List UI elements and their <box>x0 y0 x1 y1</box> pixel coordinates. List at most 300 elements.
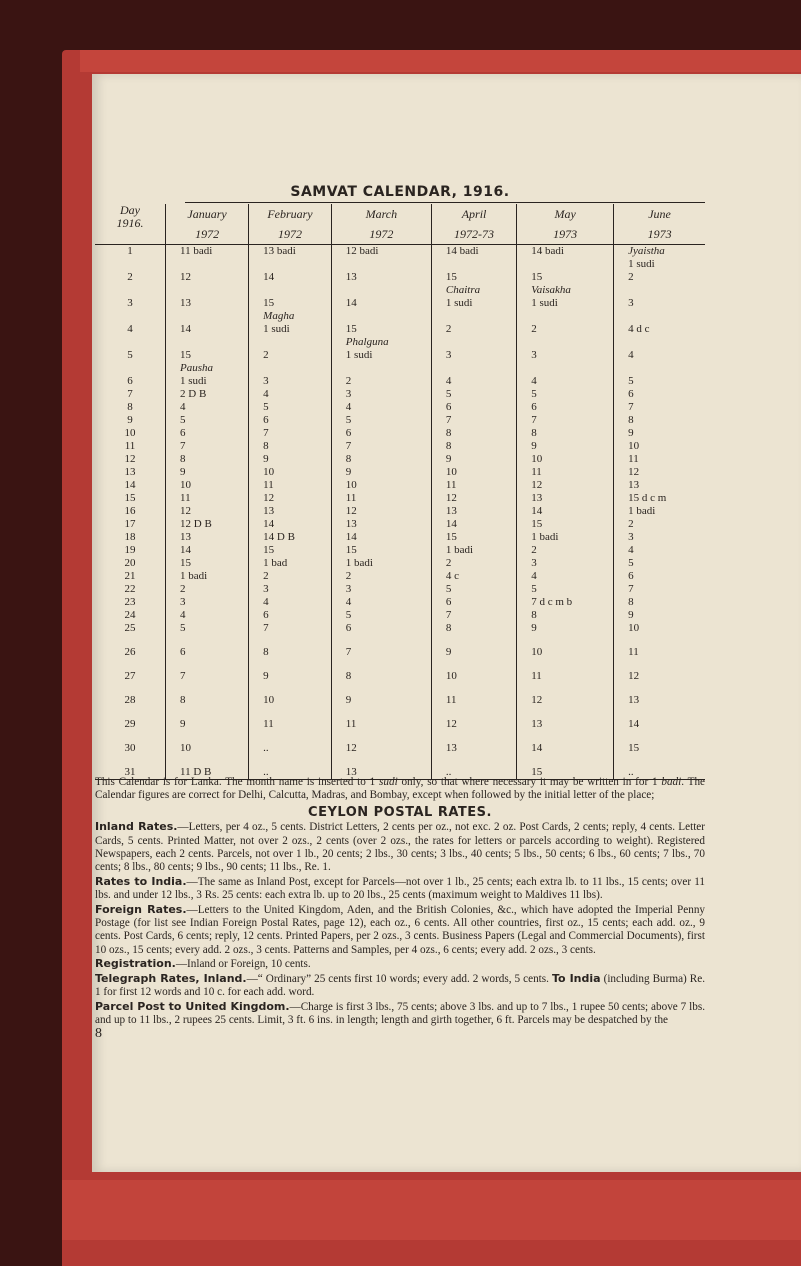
calendar-row <box>95 596 705 609</box>
cell-value: 9 <box>531 440 537 452</box>
calendar-cell <box>166 505 249 518</box>
calendar-cell <box>614 375 705 388</box>
calendar-cell <box>431 531 516 544</box>
calendar-cell <box>431 297 516 323</box>
cell-value: 10 <box>445 466 457 478</box>
calendar-cell <box>331 323 431 349</box>
calendar-cell <box>614 518 705 531</box>
calendar-cell <box>614 323 705 349</box>
cell-value: 1 badi <box>531 531 559 543</box>
calendar-cell <box>431 505 516 518</box>
calendar-cell <box>517 414 614 427</box>
month-name: March <box>365 207 398 221</box>
cell-value: 6 <box>628 388 634 400</box>
day-number: 5 <box>95 349 166 375</box>
calendar-cell <box>166 518 249 531</box>
inland-rates <box>95 820 705 875</box>
day-number: 9 <box>95 414 166 427</box>
calendar-cell <box>431 596 516 609</box>
cell-value: 14 badi <box>531 245 564 257</box>
calendar-cell <box>166 349 249 375</box>
calendar-row <box>95 583 705 596</box>
cell-value: 8 <box>445 440 452 452</box>
month-label: Chaitra <box>445 284 481 296</box>
cell-value: 10 <box>345 479 357 491</box>
cell-value: 15 <box>180 349 191 361</box>
cell-value: 8 <box>345 670 352 682</box>
cell-value: 2 <box>628 271 634 283</box>
day-number: 6 <box>95 375 166 388</box>
telegraph-india-label: To India <box>551 971 601 985</box>
cell-value: 12 <box>180 271 191 283</box>
calendar-cell <box>614 557 705 570</box>
calendar-cell <box>249 479 332 492</box>
cell-value: 2 <box>345 375 352 387</box>
cell-value: 7 <box>345 646 352 658</box>
cell-value: 13 <box>345 518 357 530</box>
calendar-row <box>95 375 705 388</box>
calendar-cell <box>331 583 431 596</box>
cell-value: 9 <box>345 466 352 478</box>
calendar-cell <box>517 388 614 401</box>
calendar-cell <box>166 245 249 272</box>
inland-rates-label: Inland Rates. <box>95 820 178 834</box>
cell-value: 13 <box>628 694 640 706</box>
cell-value: 10 <box>531 453 543 465</box>
month-label: Pausha <box>180 362 213 374</box>
cell-value: 1 sudi <box>263 323 290 335</box>
calendar-cell <box>614 670 705 694</box>
calendar-cell <box>249 297 332 323</box>
title-rule <box>185 202 705 203</box>
cell-value: 14 <box>445 518 457 530</box>
cell-value: 4 <box>628 544 634 556</box>
cell-value: 3 <box>628 531 634 543</box>
calendar-cell <box>331 670 431 694</box>
cell-value: 9 <box>628 427 634 439</box>
day-number: 25 <box>95 622 166 646</box>
calendar-cell <box>431 694 516 718</box>
cell-value: 12 <box>445 718 457 730</box>
cell-value: 11 badi <box>180 245 213 257</box>
calendar-cell <box>331 518 431 531</box>
calendar-cell <box>517 742 614 766</box>
calendar-cell <box>331 570 431 583</box>
foreign-rates-label: Foreign Rates. <box>95 902 187 916</box>
calendar-cell <box>249 694 332 718</box>
calendar-cell <box>614 583 705 596</box>
cell-value: 12 badi <box>345 245 379 257</box>
cell-value: 5 <box>445 388 452 400</box>
calendar-cell <box>431 466 516 479</box>
calendar-cell <box>331 466 431 479</box>
day-number: 20 <box>95 557 166 570</box>
telegraph-rates <box>95 972 705 1000</box>
cell-value: 14 badi <box>445 245 479 257</box>
cell-value: 3 <box>531 349 537 361</box>
calendar-row <box>95 718 705 742</box>
inland-rates-text: —Letters, per 4 oz., 5 cents. District Letters, 2 cents per oz., not exc. 2 oz. Post Cards, 2 cents; reply, 4 cents. Letter Cards, 5 cents. Printed Matter, not over 2 ozs., 2 cents (over 2 ozs., the rates for letters or parcels according to weight). Registered Newspapers, each 2 cents. Parcels, not over 1 lb., 20 cents; 2 lbs., 30 cents; 3 lbs., 40 cents; 5 lbs., 50 cents; 6 lbs., 60 cents; 7 lbs., 70 cents; 8 lbs., 80 cents; 9 lbs., 90 cents; 11 lbs., Re. 1. <box>95 821 705 874</box>
cell-value: 15 d c m <box>628 492 667 504</box>
cell-value: 3 <box>180 596 186 608</box>
cell-value: 8 <box>345 453 352 465</box>
calendar-cell <box>517 609 614 622</box>
cell-value: 11 <box>180 492 191 504</box>
calendar-cell <box>249 531 332 544</box>
day-number: 3 <box>95 297 166 323</box>
cell-value: 11 D B <box>180 766 212 778</box>
month-year: 1972 <box>277 227 302 241</box>
calendar-cell <box>614 718 705 742</box>
cell-value: 14 <box>345 297 357 309</box>
foreign-rates <box>95 903 705 958</box>
calendar-cell <box>517 401 614 414</box>
calendar-cell <box>249 670 332 694</box>
cell-value: 3 <box>345 388 352 400</box>
cell-value: 15 <box>345 544 357 556</box>
cell-value: 15 <box>531 518 543 530</box>
calendar-cell <box>431 718 516 742</box>
month-header <box>249 204 332 245</box>
calendar-cell <box>517 557 614 570</box>
calendar-cell <box>249 596 332 609</box>
cell-value: 10 <box>445 670 457 682</box>
calendar-cell <box>517 622 614 646</box>
day-number: 2 <box>95 271 166 297</box>
cell-value: 3 <box>628 297 634 309</box>
calendar-cell <box>614 492 705 505</box>
cell-value: 14 <box>180 544 191 556</box>
cell-value: 13 <box>445 505 457 517</box>
calendar-cell <box>166 583 249 596</box>
calendar-cell <box>431 271 516 297</box>
calendar-cell <box>431 518 516 531</box>
cell-value: 7 <box>445 609 452 621</box>
calendar-cell <box>431 440 516 453</box>
day-number: 4 <box>95 323 166 349</box>
cell-value: 13 <box>345 766 357 778</box>
month-header <box>166 204 249 245</box>
month-year: 1972-73 <box>454 227 495 241</box>
calendar-cell <box>249 453 332 466</box>
month-header <box>517 204 614 245</box>
cell-value: 2 <box>263 570 269 582</box>
cell-value: 11 <box>628 646 639 658</box>
calendar-cell <box>166 557 249 570</box>
calendar-cell <box>166 427 249 440</box>
calendar-cell <box>517 466 614 479</box>
cell-value: 11 <box>445 694 457 706</box>
calendar-cell <box>517 492 614 505</box>
cell-value: 12 <box>531 694 543 706</box>
cell-value: 12 <box>628 466 640 478</box>
cell-value: 10 <box>263 694 275 706</box>
cell-value: 7 d c m b <box>531 596 573 608</box>
day-number: 29 <box>95 718 166 742</box>
cell-value: 1 badi <box>445 544 474 556</box>
day-number: 12 <box>95 453 166 466</box>
calendar-cell <box>249 323 332 349</box>
calendar-cell <box>331 479 431 492</box>
cell-value: 10 <box>263 466 275 478</box>
calendar-cell <box>517 479 614 492</box>
calendar-cell <box>166 646 249 670</box>
cell-value: 1 badi <box>180 570 208 582</box>
calendar-cell <box>249 544 332 557</box>
calendar-row <box>95 414 705 427</box>
day-number: 1 <box>95 245 166 272</box>
calendar-cell <box>166 414 249 427</box>
cell-value: 6 <box>445 401 452 413</box>
calendar-cell <box>249 388 332 401</box>
calendar-row <box>95 531 705 544</box>
note-sudi: sudi <box>379 776 398 788</box>
calendar-cell <box>166 375 249 388</box>
cell-value: 4 <box>345 596 352 608</box>
calendar-cell <box>166 742 249 766</box>
calendar-cell <box>431 570 516 583</box>
india-rates-text: —The same as Inland Post, except for Parcels—not over 1 lb., 25 cents; each extra lb. to 11 lbs., 15 cents; over 11 lbs. and under 12 lbs., 3 Rs. 25 cents: each extra lb. up to 20 lbs., 25 cents (maximum weight to Maldives 11 lbs). <box>95 875 705 902</box>
calendar-cell <box>614 622 705 646</box>
cell-value: 5 <box>531 583 537 595</box>
cell-value: 1 badi <box>345 557 373 569</box>
calendar-row <box>95 245 705 272</box>
calendar-cell <box>431 646 516 670</box>
cell-value: 8 <box>531 427 537 439</box>
india-rates <box>95 875 705 903</box>
cell-value: 8 <box>628 596 634 608</box>
cell-value: 9 <box>180 466 186 478</box>
calendar-row <box>95 670 705 694</box>
day-number: 11 <box>95 440 166 453</box>
calendar-cell <box>249 401 332 414</box>
calendar-cell <box>249 427 332 440</box>
cell-value: 2 <box>180 583 186 595</box>
cell-value: 6 <box>345 622 352 634</box>
cell-value: 14 <box>628 718 640 730</box>
parcel-post <box>95 1000 705 1028</box>
cell-value: 12 <box>345 742 357 754</box>
calendar-cell <box>431 427 516 440</box>
calendar-cell <box>166 544 249 557</box>
month-header <box>614 204 705 245</box>
month-name: April <box>461 207 487 221</box>
calendar-cell <box>614 388 705 401</box>
cell-value: .. <box>263 766 269 778</box>
cell-value: 1 sudi <box>531 297 558 309</box>
calendar-cell <box>331 718 431 742</box>
cell-value: 4 <box>263 596 269 608</box>
cell-value: 7 <box>263 622 269 634</box>
calendar-cell <box>614 297 705 323</box>
day-number: 18 <box>95 531 166 544</box>
calendar-cell <box>249 570 332 583</box>
month-label: Magha <box>263 310 295 322</box>
cell-value: 8 <box>180 453 186 465</box>
calendar-cell <box>614 531 705 544</box>
page-number: 8 <box>95 1026 102 1042</box>
calendar-cell <box>614 742 705 766</box>
calendar-cell <box>517 718 614 742</box>
cell-value: 9 <box>263 670 269 682</box>
calendar-cell <box>431 414 516 427</box>
calendar-cell <box>614 505 705 518</box>
calendar-cell <box>249 583 332 596</box>
cell-value: 5 <box>180 414 186 426</box>
cell-value: 4 <box>180 401 186 413</box>
cell-value: 13 <box>180 531 191 543</box>
cell-value: 4 d c <box>628 323 650 335</box>
month-name: June <box>648 207 671 221</box>
calendar-cell <box>517 440 614 453</box>
calendar-cell <box>431 492 516 505</box>
month-label: Jyaistha <box>628 245 665 257</box>
cell-value: 2 <box>445 323 452 335</box>
calendar-cell <box>517 245 614 272</box>
calendar-cell <box>517 297 614 323</box>
cell-value: 4 <box>263 388 269 400</box>
cell-value: 9 <box>445 453 452 465</box>
cell-value: 15 <box>531 766 543 778</box>
cell-value: 6 <box>263 414 269 426</box>
cell-value: 12 <box>180 505 191 517</box>
calendar-row <box>95 609 705 622</box>
month-year: 1973 <box>553 227 578 241</box>
calendar-cell <box>331 646 431 670</box>
calendar-cell <box>431 609 516 622</box>
cell-value: 6 <box>180 427 186 439</box>
registration-text: —Inland or Foreign, 10 cents. <box>175 958 311 971</box>
day-header-year: 1916. <box>116 216 144 230</box>
note-text: only, so that where necessary it may be written in for 1 <box>397 776 662 788</box>
telegraph-text: —“ Ordinary” 25 cents first 10 words; every add. 2 words, 5 cents. <box>246 972 552 985</box>
cell-value: 3 <box>263 583 269 595</box>
day-number: 28 <box>95 694 166 718</box>
cell-value: 2 D B <box>180 388 207 400</box>
calendar-cell <box>331 349 431 375</box>
cell-value: 3 <box>345 583 352 595</box>
calendar-cell <box>166 466 249 479</box>
day-number: 7 <box>95 388 166 401</box>
calendar-cell <box>431 583 516 596</box>
cell-value: 1 bad <box>263 557 288 569</box>
calendar-cell <box>249 609 332 622</box>
cell-value: 8 <box>628 414 634 426</box>
cell-value: 12 <box>263 492 275 504</box>
calendar-cell <box>249 440 332 453</box>
day-number: 30 <box>95 742 166 766</box>
day-number: 15 <box>95 492 166 505</box>
cell-value: 7 <box>445 414 452 426</box>
calendar-cell <box>614 609 705 622</box>
month-header <box>431 204 516 245</box>
cell-value: 7 <box>628 401 634 413</box>
cell-value: 14 D B <box>263 531 295 543</box>
cell-value: 10 <box>531 646 543 658</box>
calendar-cell <box>331 401 431 414</box>
calendar-cell <box>166 596 249 609</box>
cell-value: 6 <box>345 427 352 439</box>
note-text: . The Calendar figures are correct for Delhi, Calcutta, Madras, and Bombay, except when followed by the initial letter of the place; <box>95 776 705 802</box>
calendar-cell <box>249 466 332 479</box>
calendar-cell <box>249 742 332 766</box>
cell-value: 3 <box>531 557 537 569</box>
calendar-cell <box>331 492 431 505</box>
cell-value: 15 <box>263 297 275 309</box>
cell-value: 10 <box>180 742 191 754</box>
calendar-cell <box>517 453 614 466</box>
calendar-cell <box>166 670 249 694</box>
calendar-row <box>95 646 705 670</box>
calendar-cell <box>431 375 516 388</box>
cell-value: 13 <box>180 297 191 309</box>
telegraph-label: Telegraph Rates, Inland. <box>95 971 247 985</box>
calendar-cell <box>517 271 614 297</box>
cell-value: 15 <box>180 557 191 569</box>
cell-value: 4 <box>180 609 186 621</box>
calendar-cell <box>166 570 249 583</box>
calendar-cell <box>249 557 332 570</box>
cell-value: 4 <box>531 375 537 387</box>
calendar-cell <box>166 271 249 297</box>
calendar-cell <box>614 401 705 414</box>
calendar-cell <box>166 401 249 414</box>
calendar-cell <box>517 596 614 609</box>
calendar-cell <box>331 297 431 323</box>
calendar-row <box>95 479 705 492</box>
calendar-cell <box>331 544 431 557</box>
calendar-cell <box>166 453 249 466</box>
cell-value: 13 <box>531 718 543 730</box>
cell-value: 6 <box>628 570 634 582</box>
cell-value: 5 <box>628 375 634 387</box>
page-title: SAMVAT CALENDAR, 1916. <box>290 184 510 200</box>
calendar-row <box>95 570 705 583</box>
cell-value: 8 <box>531 609 537 621</box>
postal-text <box>95 776 705 1041</box>
cell-value: 7 <box>628 583 634 595</box>
calendar-cell <box>517 670 614 694</box>
calendar-cell <box>517 570 614 583</box>
calendar-cell <box>614 349 705 375</box>
calendar-row <box>95 427 705 440</box>
calendar-cell <box>431 742 516 766</box>
cell-value: 8 <box>263 440 269 452</box>
calendar-row <box>95 297 705 323</box>
cell-value: 9 <box>628 609 634 621</box>
cell-value: 14 <box>531 505 543 517</box>
month-label: Phalguna <box>345 336 389 348</box>
cell-value: 11 <box>263 479 274 491</box>
cell-value: 5 <box>628 557 634 569</box>
calendar-row <box>95 388 705 401</box>
calendar-row <box>95 271 705 297</box>
calendar-cell <box>431 670 516 694</box>
cell-value: 2 <box>628 518 634 530</box>
cell-value: 2 <box>263 349 269 361</box>
month-year: 1973 <box>647 227 672 241</box>
calendar-cell <box>331 742 431 766</box>
day-number: 27 <box>95 670 166 694</box>
calendar-cell <box>431 349 516 375</box>
calendar-row <box>95 518 705 531</box>
day-number: 21 <box>95 570 166 583</box>
cell-value: 11 <box>445 479 457 491</box>
calendar-cell <box>431 544 516 557</box>
calendar-row <box>95 505 705 518</box>
calendar-cell <box>331 388 431 401</box>
calendar-body <box>95 245 705 780</box>
